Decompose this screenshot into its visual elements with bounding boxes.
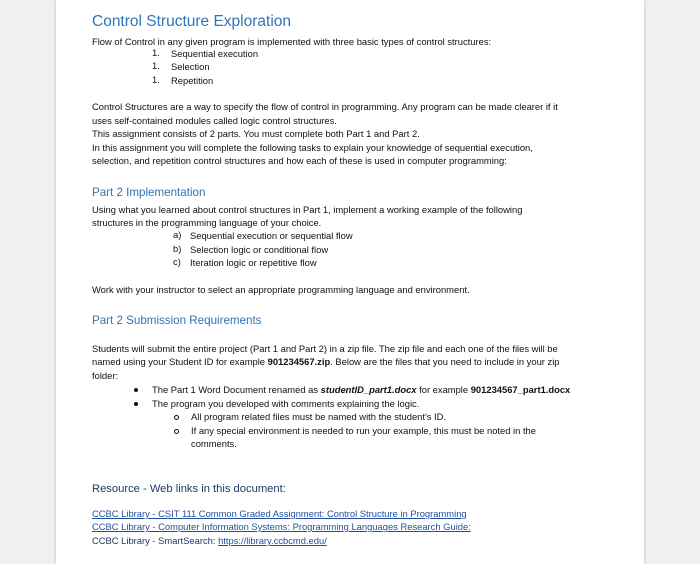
resources-heading: Resource - Web links in this document: xyxy=(92,483,286,495)
paragraph-line: Students will submit the entire project (Part 1 and Part 2) in a zip file. The zip file and each one of the files will be xyxy=(92,343,558,354)
bullet-icon xyxy=(134,402,138,406)
list-item: Selection logic or conditional flow xyxy=(190,244,329,255)
paragraph-line: In this assignment you will complete the following tasks to explain your knowledge of sequential execution, xyxy=(92,142,533,153)
list-marker: 1. xyxy=(152,60,160,71)
page-title: Control Structure Exploration xyxy=(92,13,292,30)
library-link-research-guide[interactable]: CCBC Library - Computer Information Systems: Programming Languages Research Guide: xyxy=(92,521,471,532)
list-item: The Part 1 Word Document renamed as studentID_part1.docx for example 901234567_part1.docx xyxy=(152,384,571,395)
list-item: Repetition xyxy=(171,75,214,86)
paragraph-line: structures in the programming language of your choice. xyxy=(92,217,322,228)
list-marker: 1. xyxy=(152,74,160,85)
document-page xyxy=(56,0,644,564)
list-item: Selection xyxy=(171,61,210,72)
smartsearch-line: CCBC Library - SmartSearch: https://library.ccbcmd.edu/ xyxy=(92,535,327,546)
list-marker: 1. xyxy=(152,47,160,58)
paragraph-line: uses self-contained modules called logic control structures. xyxy=(92,115,337,126)
list-item: If any special environment is needed to run your example, this must be noted in the xyxy=(191,425,536,436)
list-marker: c) xyxy=(173,256,181,267)
list-item: All program related files must be named with the student's ID. xyxy=(191,411,447,422)
list-item: Sequential execution or sequential flow xyxy=(190,230,353,241)
library-link-csit111[interactable]: CCBC Library - CSIT 111 Common Graded Assignment: Control Structure in Programming xyxy=(92,508,467,519)
list-item: The program you developed with comments explaining the logic. xyxy=(152,398,420,409)
intro-text: Flow of Control in any given program is implemented with three basic types of control structures: xyxy=(92,36,492,47)
circle-bullet-icon xyxy=(174,429,179,434)
paragraph-line: This assignment consists of 2 parts. You must complete both Part 1 and Part 2. xyxy=(92,128,420,139)
list-marker: b) xyxy=(173,243,182,254)
paragraph-line: folder: xyxy=(92,370,119,381)
paragraph-line: Using what you learned about control structures in Part 1, implement a working example of the following xyxy=(92,204,523,215)
list-item: comments. xyxy=(191,438,237,449)
smartsearch-link[interactable]: https://library.ccbcmd.edu/ xyxy=(218,535,327,546)
circle-bullet-icon xyxy=(174,415,179,420)
instructor-note: Work with your instructor to select an appropriate programming language and environment. xyxy=(92,284,470,295)
submission-heading: Part 2 Submission Requirements xyxy=(92,314,262,327)
list-item: Sequential execution xyxy=(171,48,259,59)
paragraph-line: Control Structures are a way to specify the flow of control in programming. Any program can be made clearer if it xyxy=(92,101,558,112)
bullet-icon xyxy=(134,388,138,392)
paragraph-line: named using your Student ID for example 901234567.zip. Below are the files that you need to include in your zip xyxy=(92,356,560,367)
list-item: Iteration logic or repetitive flow xyxy=(190,257,317,268)
part2-heading: Part 2 Implementation xyxy=(92,186,206,199)
list-marker: a) xyxy=(173,229,182,240)
paragraph-line: selection, and repetition control structures and how each of these is used in computer programming: xyxy=(92,155,507,166)
